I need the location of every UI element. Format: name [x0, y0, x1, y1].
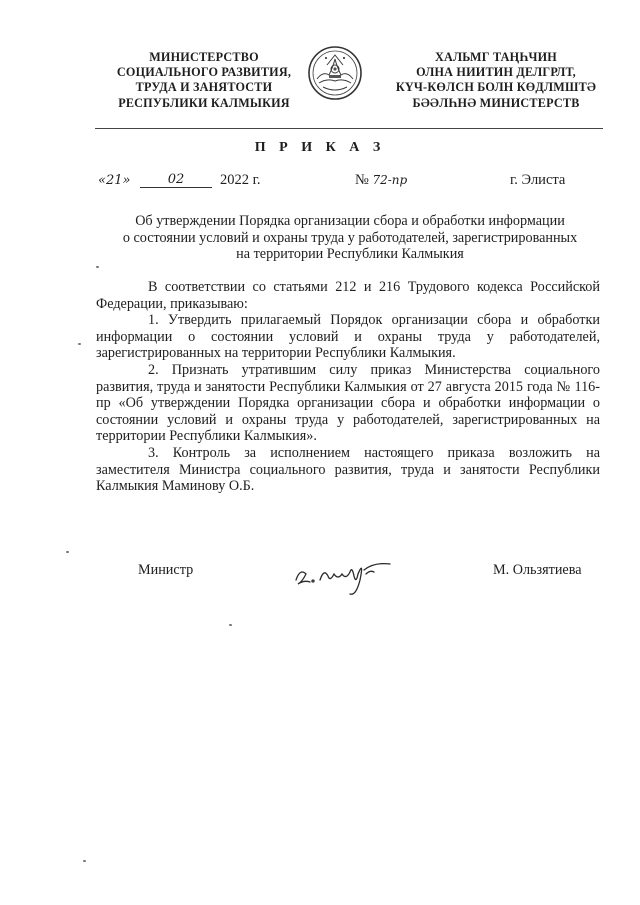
header-left-line: ТРУДА И ЗАНЯТОСТИ: [135, 80, 273, 95]
order-number: [355, 172, 407, 189]
scan-speck: [78, 343, 81, 345]
date-day: «21»: [98, 173, 131, 188]
ministry-name-kalmyk: [390, 50, 602, 111]
scan-speck: [66, 551, 69, 553]
order-subject-line: Об утверждении Порядка организации сбора и обработки информации: [135, 213, 565, 229]
ministry-name-russian: [104, 50, 304, 111]
scan-speck: [83, 860, 86, 862]
order-number-value: 72-пр: [372, 173, 408, 187]
header-right-line: КҮЧ-КӨЛСН БОЛН КӨДЛМШТӘ: [395, 80, 597, 95]
order-body: [96, 279, 600, 495]
body-paragraph-item-3: 3. Контроль за исполнением настоящего приказа возложить на заместителя Министра социального развития, труда и занятости Республики Калмыкия Маминову О.Б.: [96, 444, 600, 495]
order-number-prefix: №: [355, 172, 369, 188]
order-subject-line: на территории Республики Калмыкия: [236, 246, 464, 262]
handwritten-signature-icon: [290, 550, 400, 600]
date-year: 2022 г.: [220, 172, 261, 188]
date-month: 02: [140, 173, 212, 188]
signer-title: Министр: [138, 562, 194, 578]
signer-name: М. Ользятиева: [493, 562, 582, 578]
body-paragraph-item-1: 1. Утвердить прилагаемый Порядок организации сбора и обработки информации о состоянии условий и охраны труда у работодателей, зарегистрированных на территории Республики Калмыкия.: [96, 312, 600, 362]
header-left-line: СОЦИАЛЬНОГО РАЗВИТИЯ,: [116, 65, 292, 80]
order-subject: [96, 213, 604, 263]
republic-emblem-icon: [307, 45, 363, 101]
city: г. Элиста: [510, 172, 566, 188]
document-type-title: П Р И К А З: [254, 140, 386, 155]
header-left-line: МИНИСТЕРСТВО: [149, 50, 259, 64]
header-right-line: БӘӘЛҺНӘ МИНИСТЕРСТВ: [412, 95, 580, 110]
scan-speck: [96, 266, 99, 268]
body-paragraph-item-2: 2. Признать утратившим силу приказ Министерства социального развития, труда и занятости Республики Калмыкия от 27 августа 2015 года № 116-пр «Об утверждении Порядка организации сбора и обработки информации о состоянии условий и охраны труда у работодателей, зарегистрированных на территории Республики Калмыкия».: [96, 361, 600, 445]
header-divider: [95, 128, 603, 129]
order-subject-line: о состоянии условий и охраны труда у работодателей, зарегистрированных: [122, 229, 578, 246]
header-right-line: ОЛНА НИИТИН ДЕЛГРЛТ,: [416, 65, 576, 80]
header-right-line: ХАЛЬМГ ТАҢҺЧИН: [434, 50, 557, 64]
header-left-line: РЕСПУБЛИКИ КАЛМЫКИЯ: [118, 95, 290, 110]
scan-speck: [229, 624, 232, 626]
body-paragraph-preamble: В соответствии со статьями 212 и 216 Трудового кодекса Российской Федерации, приказываю:: [96, 279, 600, 312]
